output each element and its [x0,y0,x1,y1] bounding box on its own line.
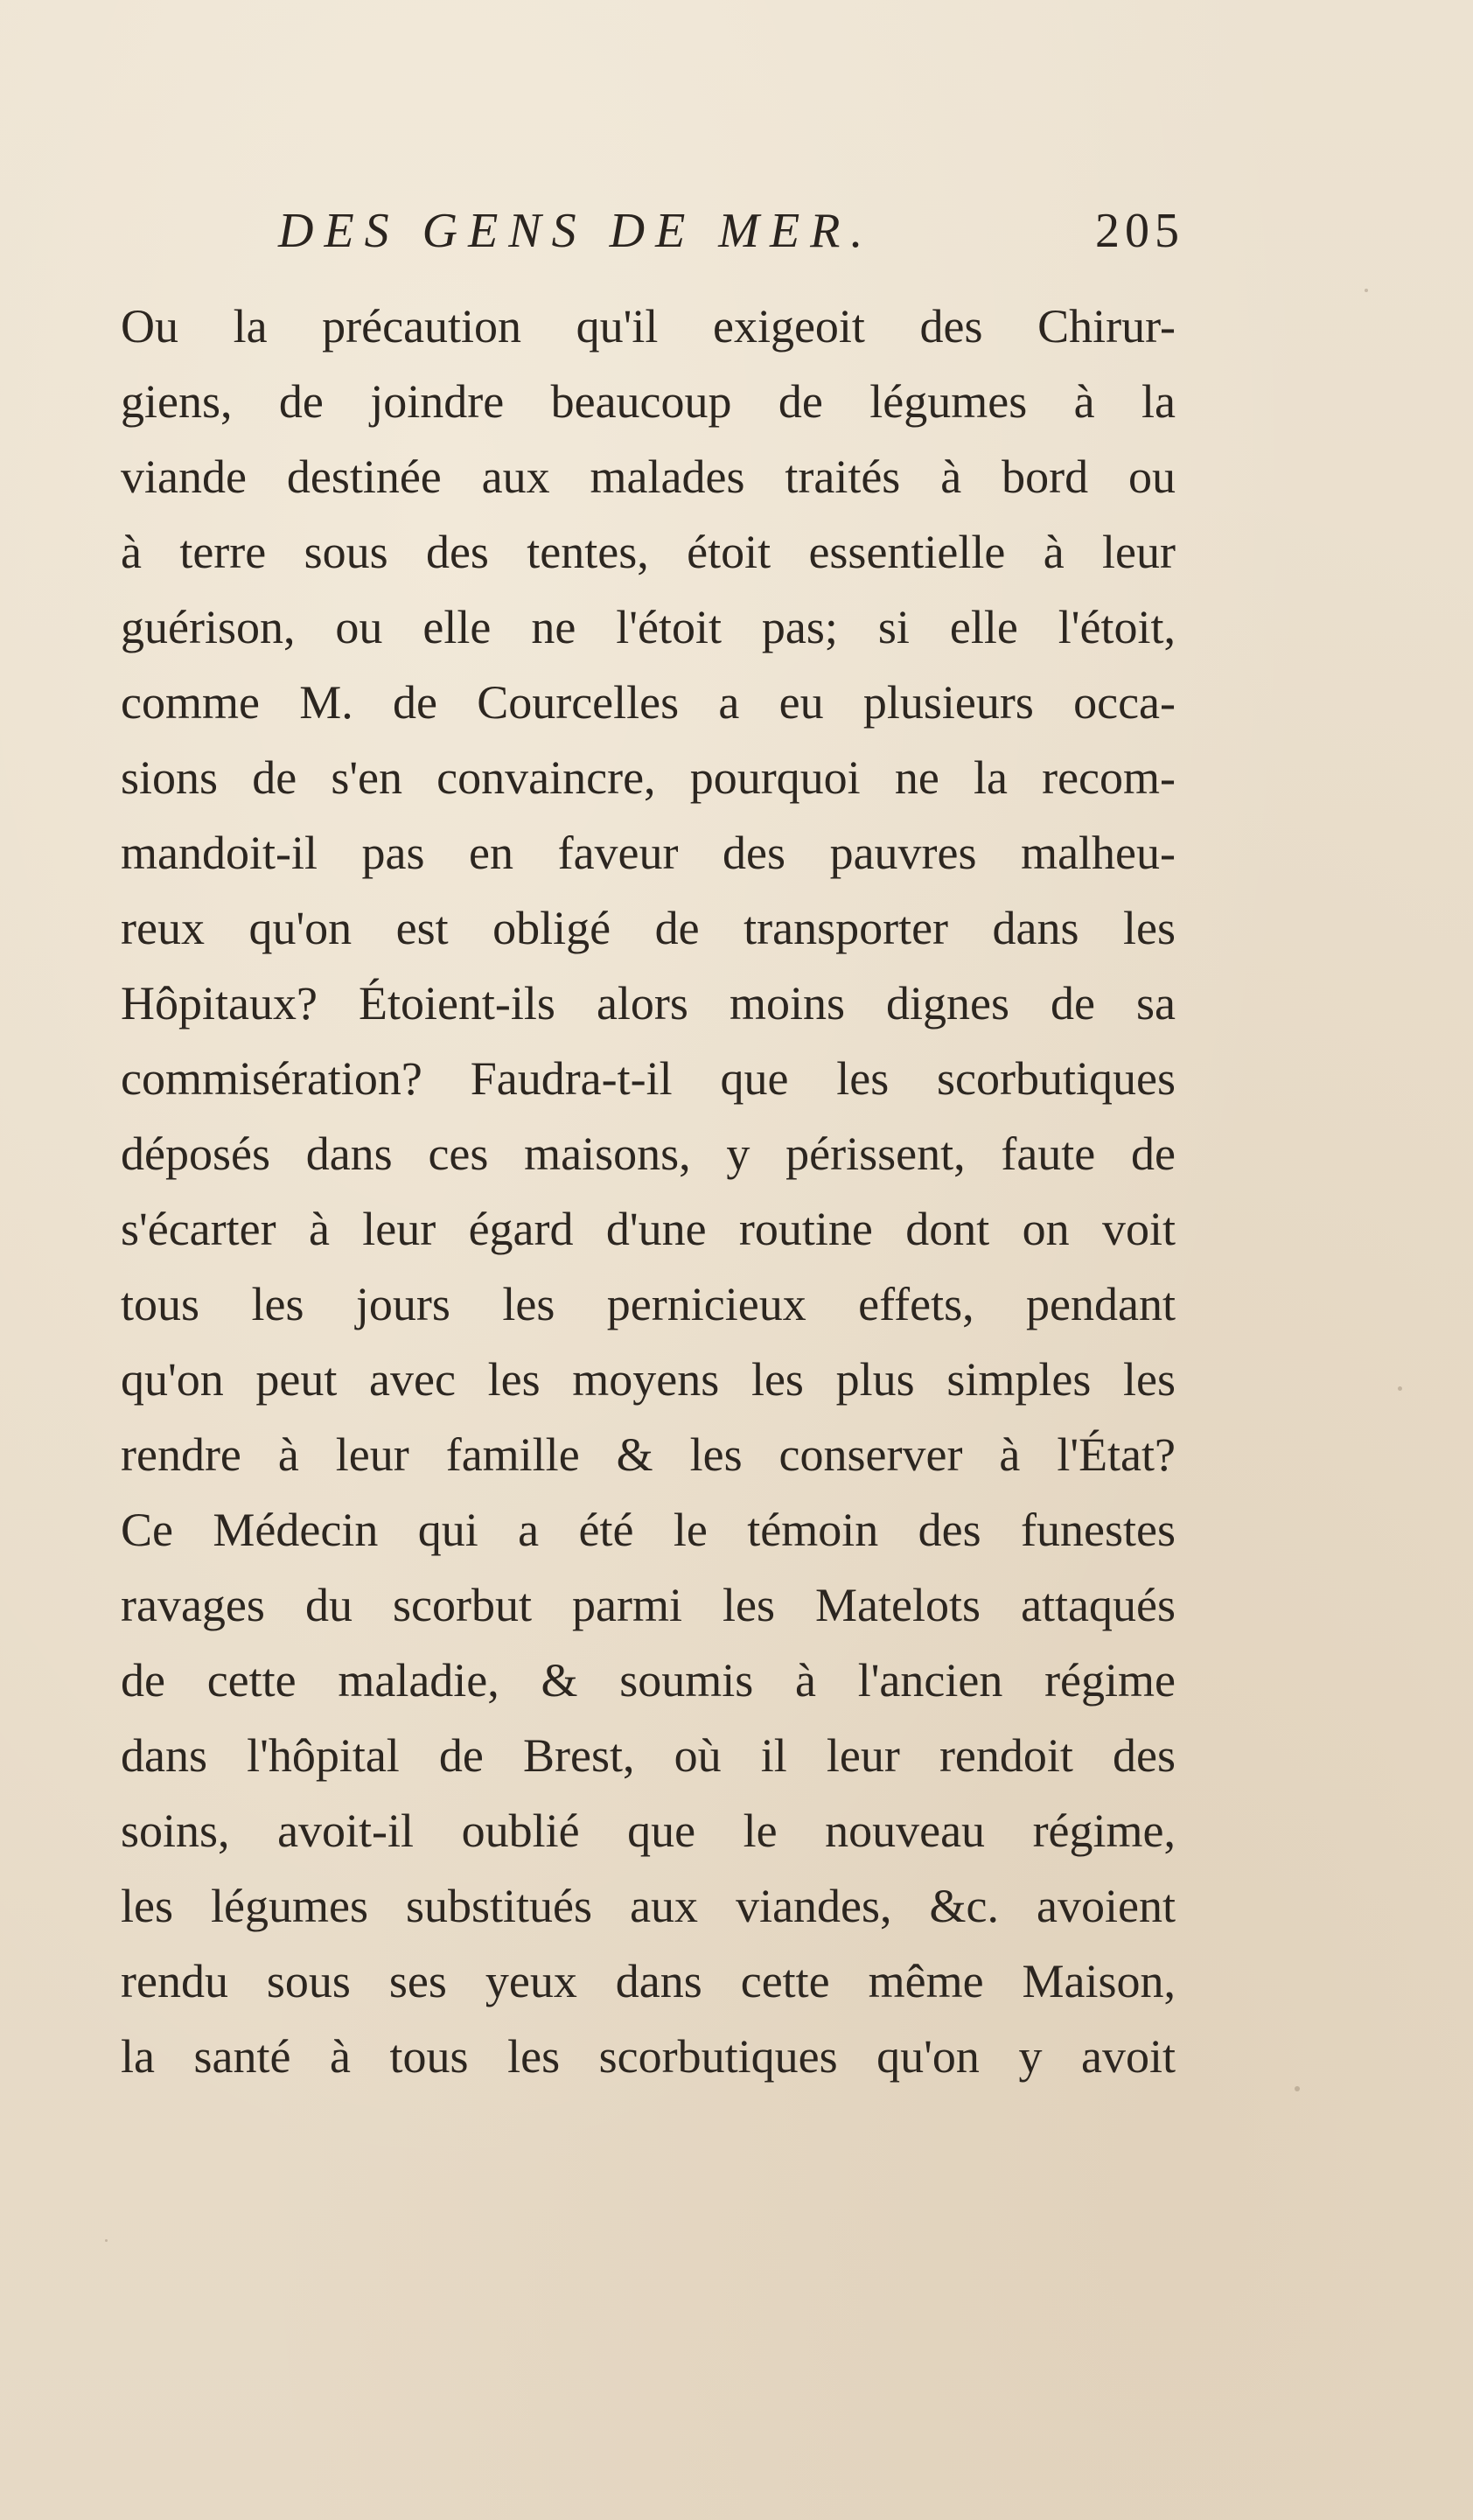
text-line: les légumes substitués aux viandes, &c. avoient [121,1880,1176,1932]
text-line: commisération? Faudra-t-il que les scorbutiques [121,1052,1176,1105]
text-line: la santé à tous les scorbutiques qu'on y avoit [121,2030,1176,2083]
text-line: s'écarter à leur égard d'une routine dont on voit [121,1203,1176,1255]
page-number: 205 [1095,204,1184,258]
text-line: déposés dans ces maisons, y périssent, faute de [121,1127,1176,1180]
text-line: qu'on peut avec les moyens les plus simples les [121,1353,1176,1406]
text-line: dans l'hôpital de Brest, où il leur rendoit des [121,1729,1176,1782]
text-line: à terre sous des tentes, étoit essentielle à leur [121,526,1176,578]
paper-speck [1295,2086,1300,2091]
text-line: Ou la précaution qu'il exigeoit des Chirur- [121,300,1176,353]
text-line: viande destinée aux malades traités à bord ou [121,450,1176,503]
body-text [121,289,1176,2094]
text-line: de cette maladie, & soumis à l'ancien régime [121,1654,1176,1707]
text-line: rendu sous ses yeux dans cette même Maison, [121,1955,1176,2007]
running-head [278,203,1184,264]
paper-speck [1398,1386,1402,1391]
running-title: DES GENS DE MER. [278,204,874,258]
text-line: guérison, ou elle ne l'étoit pas; si elle l'étoit, [121,601,1176,653]
text-line: reux qu'on est obligé de transporter dans les [121,902,1176,954]
text-line: mandoit-il pas en faveur des pauvres malheu- [121,827,1176,879]
text-line: Ce Médecin qui a été le témoin des funestes [121,1504,1176,1556]
text-line: rendre à leur famille & les conserver à l'État? [121,1428,1176,1481]
text-line: Hôpitaux? Étoient-ils alors moins dignes de sa [121,977,1176,1030]
text-line: soins, avoit-il oublié que le nouveau régime, [121,1804,1176,1857]
paper-speck [105,2239,108,2242]
text-line: sions de s'en convaincre, pourquoi ne la recom- [121,751,1176,804]
text-line: giens, de joindre beaucoup de légumes à la [121,375,1176,428]
text-line: ravages du scorbut parmi les Matelots attaqués [121,1579,1176,1631]
text-line: comme M. de Courcelles a eu plusieurs occa- [121,676,1176,729]
text-line: tous les jours les pernicieux effets, pendant [121,1278,1176,1330]
paper-speck [1365,289,1368,292]
